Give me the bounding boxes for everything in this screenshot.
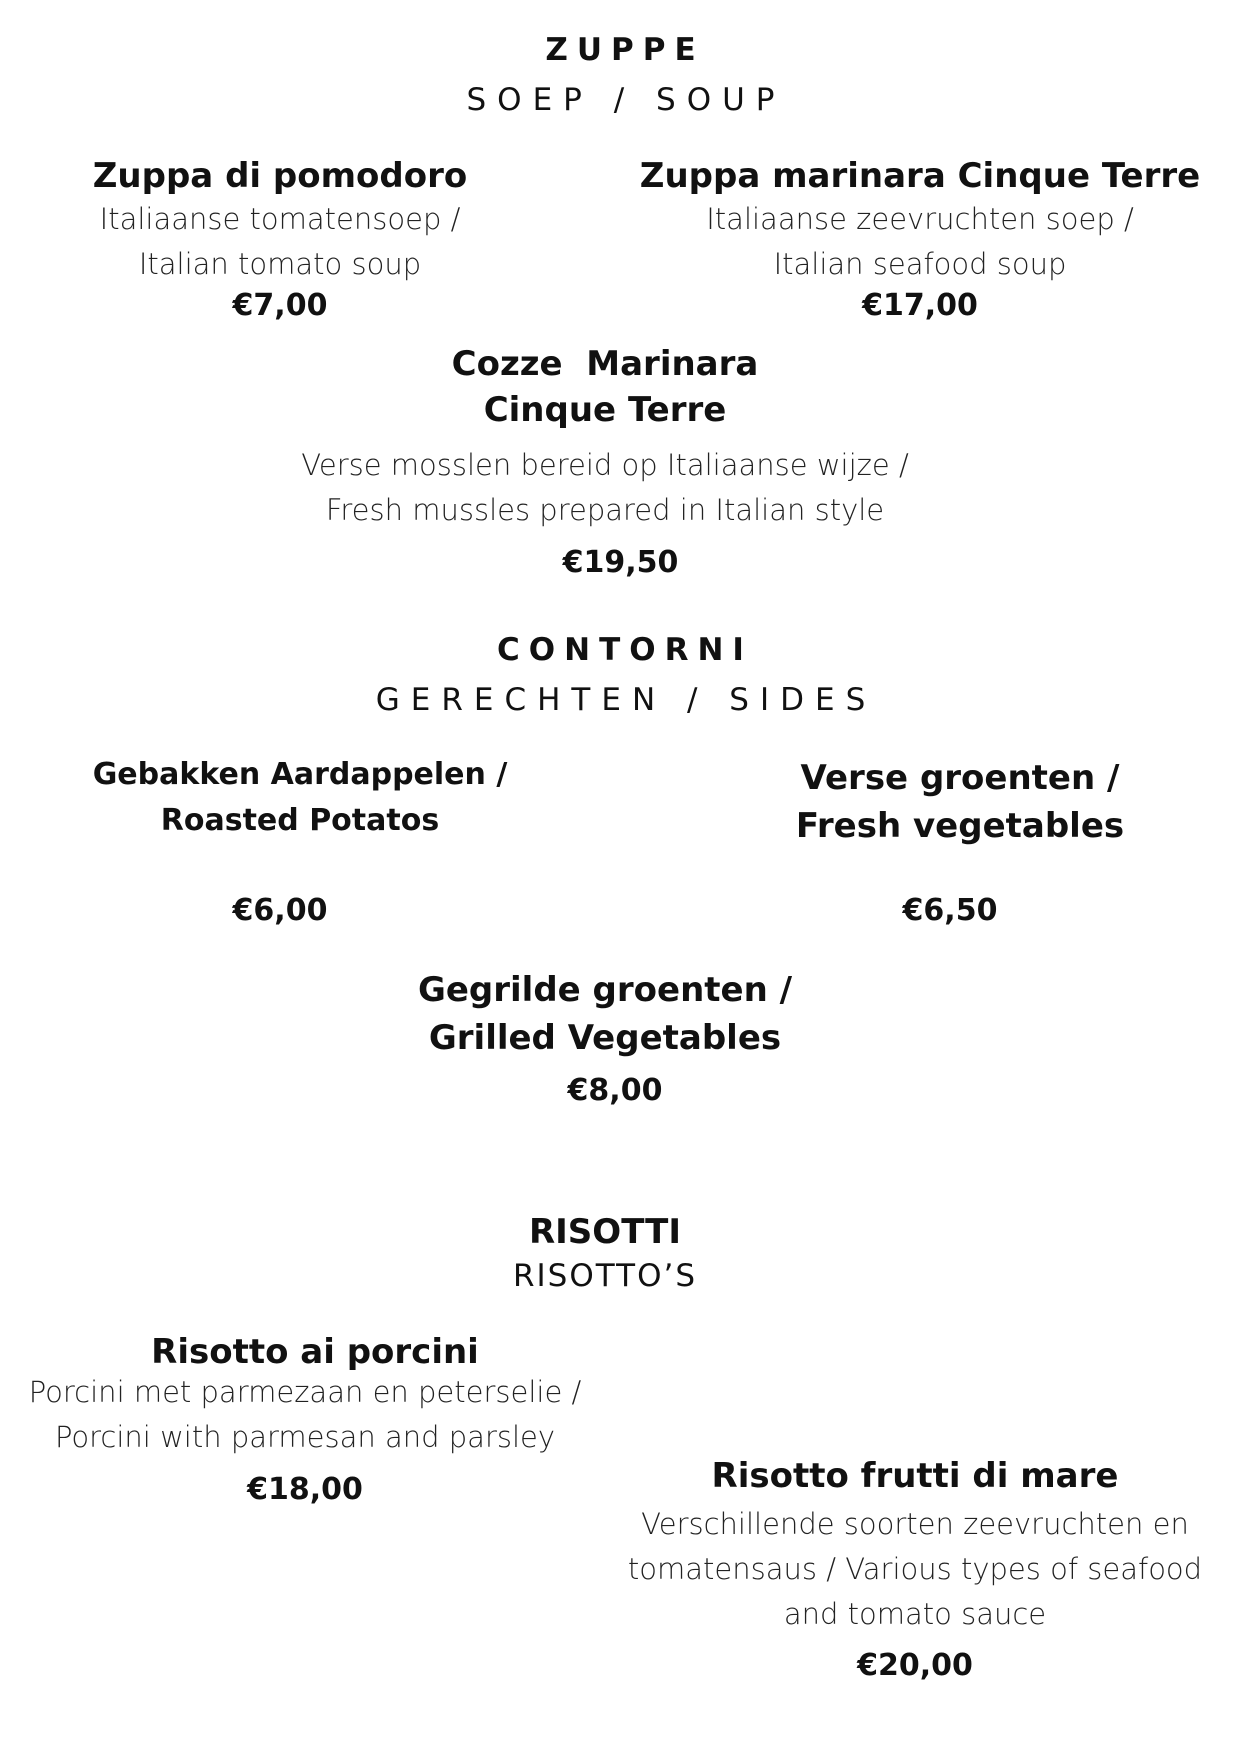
dish-name: Risotto frutti di mare	[711, 1456, 1119, 1496]
dish-description: Verse mosslen bereid op Italiaanse wijze /	[301, 448, 909, 482]
dish-name: Risotto ai porcini	[151, 1332, 479, 1372]
side-name: Verse groenten /	[800, 758, 1120, 798]
dish-description: Italiaanse tomatensoep /	[99, 202, 461, 236]
side-name: Gegrilde groenten /	[417, 970, 793, 1010]
dish-description: Italian seafood soup	[773, 247, 1067, 281]
side-name: Fresh vegetables	[795, 806, 1125, 846]
dish-description: Italiaanse zeevruchten soep /	[706, 202, 1134, 236]
section-subtitle-zuppe: SOEP / SOUP	[466, 82, 786, 118]
side-name: Grilled Vegetables	[428, 1018, 782, 1058]
dish-price: €19,50	[562, 545, 679, 580]
section-title-zuppe: ZUPPE	[545, 32, 705, 68]
dish-price: €17,00	[862, 288, 978, 323]
section-title-risotti: RISOTTI	[528, 1212, 682, 1252]
side-name: Roasted Potatos	[160, 803, 440, 838]
dish-description: Verschillende soorten zeevruchten en	[641, 1507, 1189, 1541]
section-subtitle-contorni: GERECHTEN / SIDES	[375, 682, 877, 718]
section-title-contorni: CONTORNI	[497, 632, 753, 668]
side-name: Gebakken Aardappelen /	[92, 757, 508, 792]
section-subtitle-risotti: RISOTTO’S	[512, 1258, 698, 1294]
dish-price: €7,00	[232, 288, 328, 323]
dish-price: €20,00	[857, 1648, 973, 1683]
dish-description: tomatensaus / Various types of seafood	[627, 1552, 1203, 1586]
dish-price: €6,50	[902, 893, 998, 928]
dish-name: Cozze Marinara	[451, 344, 759, 384]
dish-name: Zuppa di pomodoro	[92, 156, 468, 196]
dish-description: Porcini with parmesan and parsley	[54, 1420, 556, 1454]
dish-name: Zuppa marinara Cinque Terre	[639, 156, 1201, 196]
dish-price: €18,00	[247, 1472, 363, 1507]
dish-price: €6,00	[232, 893, 328, 928]
dish-description: and tomato sauce	[783, 1597, 1047, 1631]
dish-description: Porcini met parmezaan en peterselie /	[28, 1375, 582, 1409]
dish-description: Fresh mussles prepared in Italian style	[325, 493, 885, 527]
dish-name: Cinque Terre	[483, 390, 727, 430]
dish-description: Italian tomato soup	[138, 247, 422, 281]
dish-price: €8,00	[567, 1073, 663, 1108]
